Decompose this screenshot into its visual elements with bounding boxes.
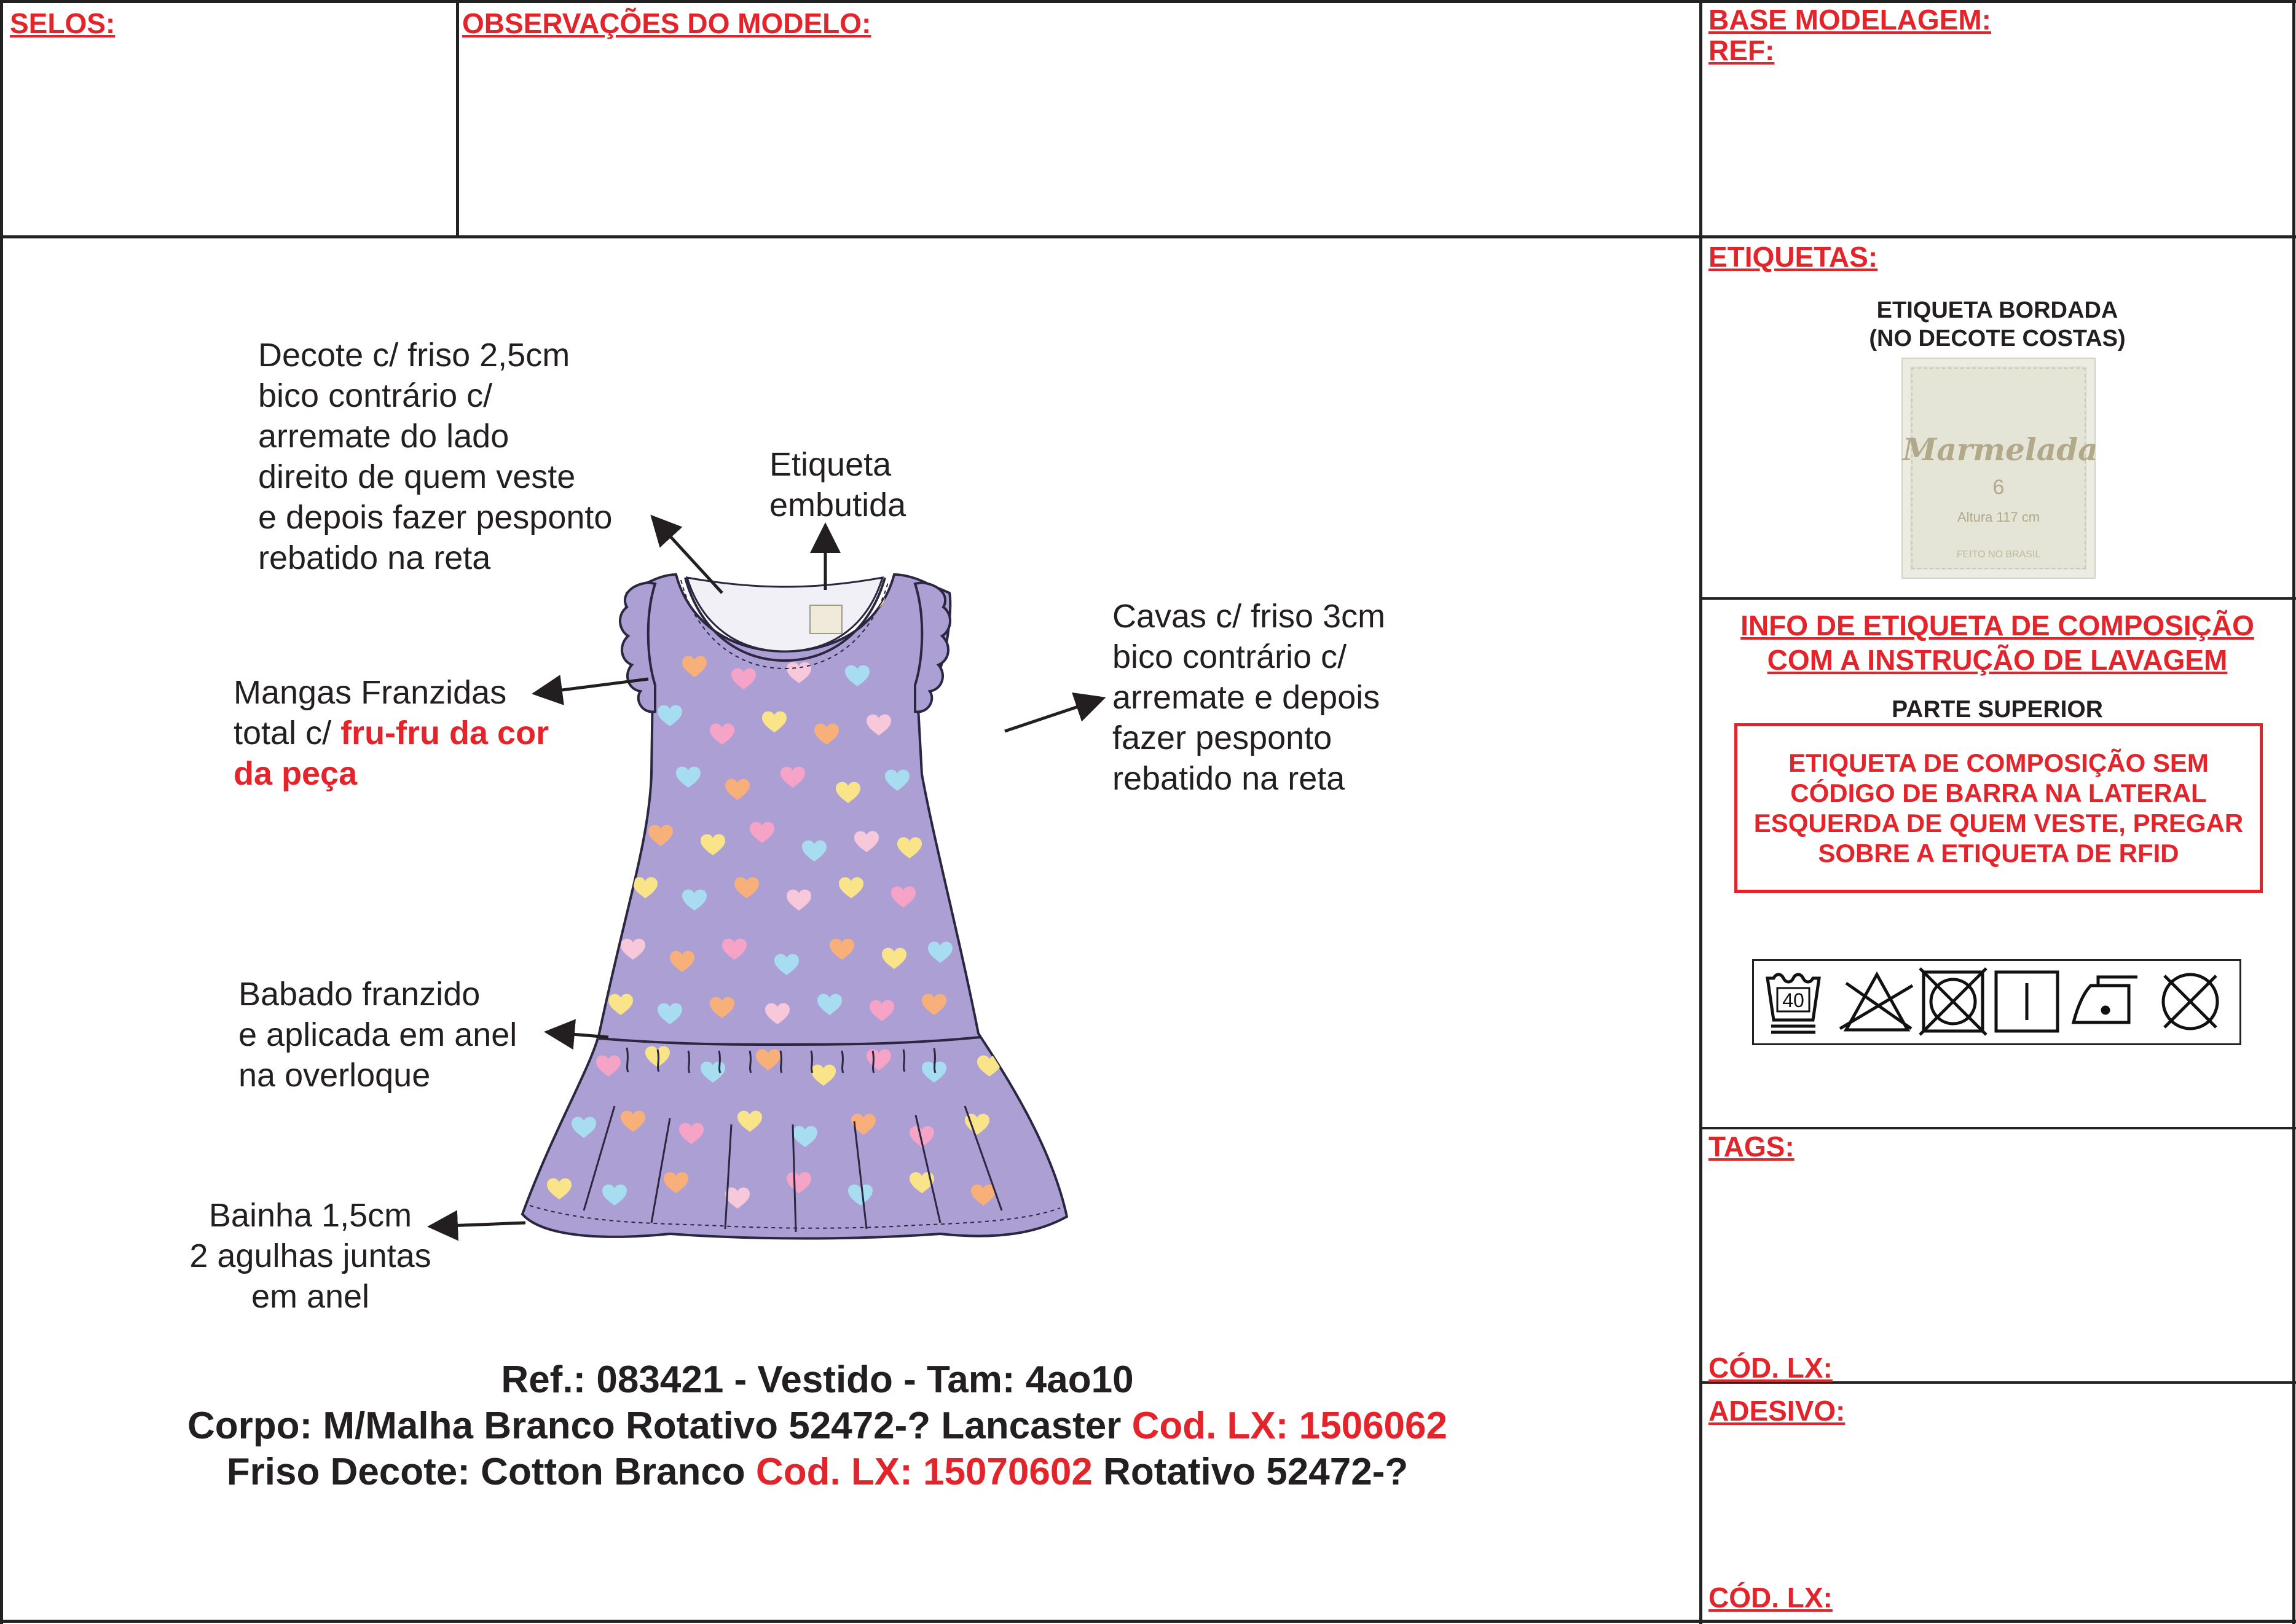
reference-line2: Corpo: M/Malha Branco Rotativo 52472-? Lancaster Cod. LX: 1506062 bbox=[187, 1405, 1447, 1447]
reference-line1: Ref.: 083421 - Vestido - Tam: 4ao10 bbox=[501, 1359, 1134, 1401]
label-brand: Marmelada bbox=[1903, 431, 2098, 468]
note-babado: Babado franzido e aplicada em anel na overloque bbox=[238, 976, 517, 1094]
ref-label: REF: bbox=[1708, 34, 1775, 66]
etiqueta-bordada-caption bbox=[1819, 296, 2176, 353]
info-title-line2: COM A INSTRUÇÃO DE LAVAGEM bbox=[1767, 644, 2228, 676]
line-dry-icon bbox=[1996, 972, 2058, 1031]
frame-right bbox=[2292, 0, 2295, 1624]
parte-superior: PARTE SUPERIOR bbox=[1892, 696, 2103, 723]
sidebar-sep-1 bbox=[1699, 597, 2296, 600]
sidebar-divider bbox=[1699, 0, 1702, 1624]
selos-label: SELOS: bbox=[10, 7, 116, 39]
cod-lx-label-1: CÓD. LX: bbox=[1708, 1352, 1833, 1384]
info-etiqueta-title bbox=[1708, 608, 2286, 677]
warning-line4: SOBRE A ETIQUETA DE RFID bbox=[1818, 839, 2179, 868]
info-title-line1: INFO DE ETIQUETA DE COMPOSIÇÃO bbox=[1740, 610, 2254, 641]
label-height: Altura 117 cm bbox=[1957, 509, 2040, 525]
tags-label: TAGS: bbox=[1708, 1131, 1795, 1163]
no-tumble-dry-icon bbox=[1920, 968, 1986, 1035]
composition-warning-box bbox=[1734, 723, 2263, 893]
label-stitch bbox=[1911, 367, 2086, 569]
label-made-in: FEITO NO BRASIL bbox=[1956, 549, 2041, 560]
adesivo-label: ADESIVO: bbox=[1708, 1395, 1846, 1427]
base-modelagem-label: BASE MODELAGEM: bbox=[1708, 4, 1991, 36]
frame-bottom bbox=[0, 1620, 2296, 1623]
no-dry-clean-icon bbox=[2163, 975, 2217, 1029]
note-mangas: Mangas Franzidas total c/ fru-fru da cor da peça bbox=[234, 674, 549, 792]
warning-line2: CÓDIGO DE BARRA NA LATERAL bbox=[1790, 779, 2207, 807]
etiqueta-bordada-line1: ETIQUETA BORDADA bbox=[1876, 297, 2118, 323]
observacoes-label: OBSERVAÇÕES DO MODELO: bbox=[462, 7, 871, 39]
cod-lx-label-2: CÓD. LX: bbox=[1708, 1582, 1833, 1614]
woven-brand-label bbox=[1901, 358, 2096, 579]
note-bainha: Bainha 1,5cm 2 agulhas juntas em anel bbox=[189, 1197, 431, 1315]
etiquetas-label: ETIQUETAS: bbox=[1708, 241, 1878, 273]
label-size: 6 bbox=[1992, 476, 2005, 499]
embedded-label bbox=[810, 605, 842, 634]
care-symbols-strip bbox=[1752, 959, 2241, 1045]
selos-divider bbox=[456, 0, 459, 237]
etiqueta-bordada-line2: (NO DECOTE COSTAS) bbox=[1869, 326, 2126, 351]
warning-line3: ESQUERDA DE QUEM VESTE, PREGAR bbox=[1753, 809, 2244, 837]
wash-temp: 40 bbox=[1782, 989, 1804, 1011]
note-decote: Decote c/ friso 2,5cm bico contrário c/ arremate do lado direito de quem veste e depois fazer pesponto rebatido na reta bbox=[258, 337, 613, 576]
care-symbols-svg bbox=[1754, 961, 2239, 1043]
iron-low-icon bbox=[2074, 977, 2137, 1022]
sidebar-sep-2 bbox=[1699, 1127, 2296, 1129]
dress-illustration bbox=[473, 553, 1168, 1303]
note-cavas: Cavas c/ friso 3cm bico contrário c/ arremate e depois fazer pesponto rebatido na reta bbox=[1112, 598, 1386, 797]
header-divider bbox=[0, 235, 2296, 238]
warning-line1: ETIQUETA DE COMPOSIÇÃO SEM bbox=[1788, 748, 2209, 777]
reference-line3: Friso Decote: Cotton Branco Cod. LX: 15070602 Rotativo 52472-? bbox=[226, 1451, 1409, 1493]
frame-top bbox=[0, 0, 2296, 3]
no-bleach-icon bbox=[1840, 975, 1913, 1030]
note-etiqueta: Etiqueta embutida bbox=[769, 446, 906, 524]
